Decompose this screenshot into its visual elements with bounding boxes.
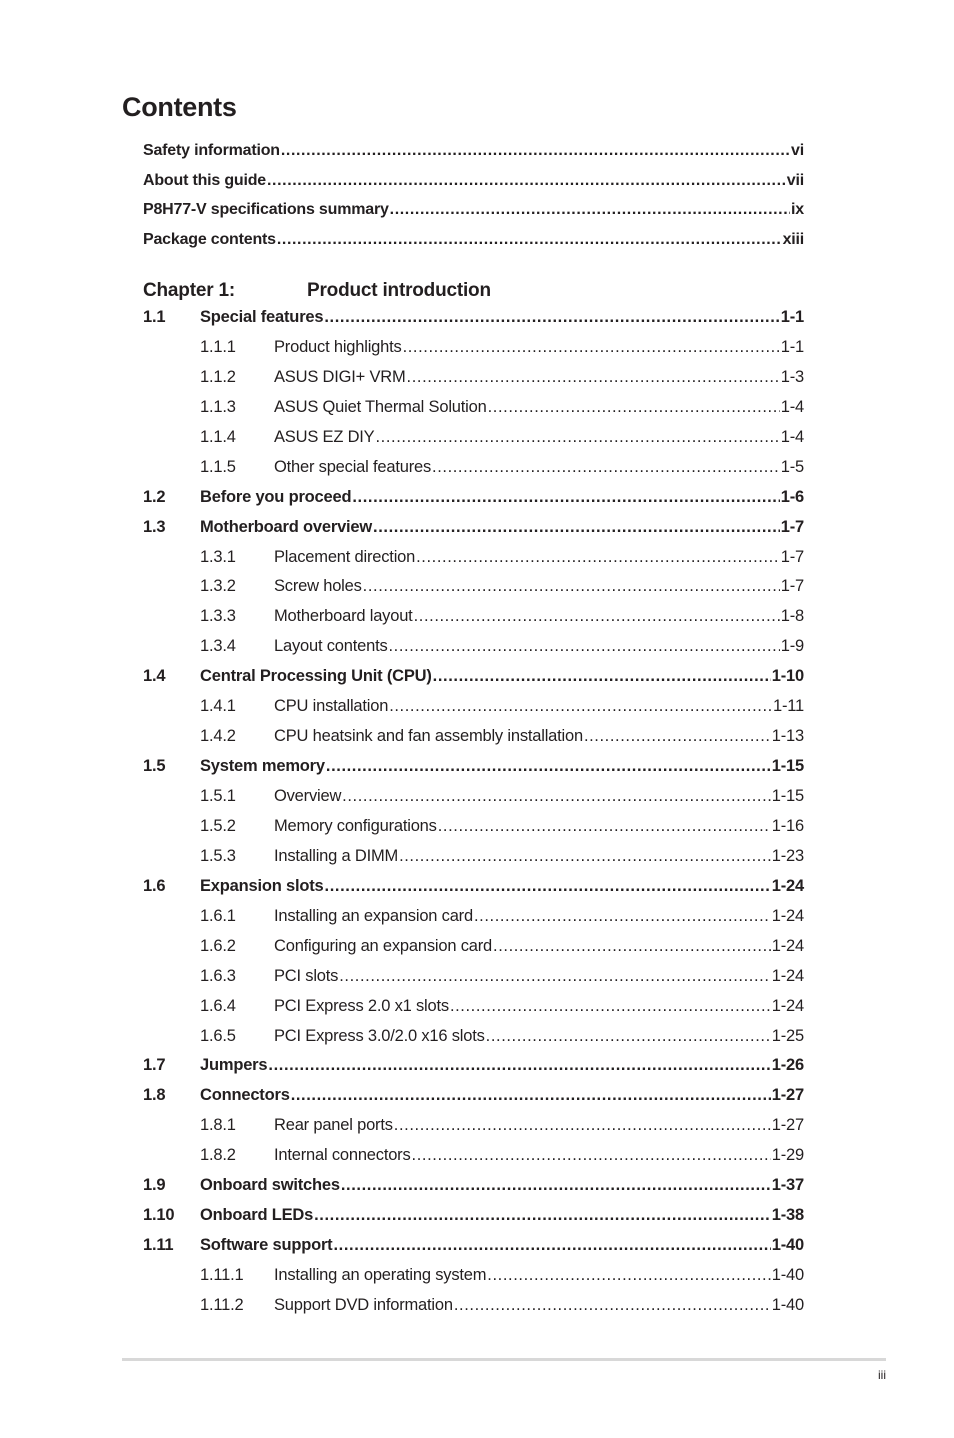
entry-title: PCI slots	[274, 966, 339, 985]
toc-subsection-item[interactable]	[143, 368, 804, 398]
toc-section-item[interactable]	[143, 1206, 804, 1236]
toc-subsection-item[interactable]	[143, 907, 804, 937]
entry-title: CPU heatsink and fan assembly installation	[274, 727, 583, 746]
entry-title: ASUS Quiet Thermal Solution	[274, 397, 487, 416]
entry-page: 1-27	[771, 1086, 804, 1105]
front-matter-item[interactable]	[143, 231, 804, 261]
entry-number: 1.11	[143, 1236, 174, 1255]
toc-subsection-item[interactable]	[143, 1266, 804, 1296]
dot-leader	[325, 877, 771, 896]
entry-page: xiii	[782, 231, 804, 249]
dot-leader	[486, 1027, 771, 1046]
entry-title: Other special features	[274, 457, 432, 476]
entry-number: 1.8.1	[200, 1116, 236, 1135]
entry-number: 1.6.1	[200, 906, 236, 925]
dot-leader	[433, 667, 771, 686]
toc-subsection-item[interactable]	[143, 727, 804, 757]
entry-title: Screw holes	[274, 577, 362, 596]
toc-subsection-item[interactable]	[143, 997, 804, 1027]
dot-leader	[291, 1086, 771, 1105]
entry-title: Internal connectors	[274, 1146, 411, 1165]
entry-title: Rear panel ports	[274, 1116, 393, 1135]
dot-leader	[474, 907, 771, 926]
entry-title: PCI Express 3.0/2.0 x16 slots	[274, 1026, 485, 1045]
entry-page: 1-15	[771, 787, 804, 805]
toc-section-item[interactable]	[143, 1056, 804, 1086]
dot-leader	[342, 787, 771, 806]
entry-page: 1-4	[780, 427, 804, 446]
entry-number: 1.1.4	[200, 427, 236, 446]
entry-number: 1.1	[143, 308, 166, 326]
toc-section-item[interactable]	[143, 1176, 804, 1206]
entry-page: 1-40	[771, 1236, 804, 1255]
page-title: Contents	[122, 92, 237, 122]
entry-number: 1.6.2	[200, 936, 236, 955]
entry-number: 1.6.4	[200, 996, 236, 1015]
dot-leader	[314, 1206, 771, 1225]
entry-number: 1.9	[143, 1176, 166, 1195]
entry-page: 1-1	[780, 308, 804, 326]
entry-page: 1-7	[780, 547, 804, 566]
entry-title: Configuring an expansion card	[274, 936, 493, 955]
entry-number: 1.5	[143, 757, 166, 776]
entry-number: 1.2	[143, 487, 166, 506]
dot-leader	[412, 1146, 771, 1165]
entry-title: PCI Express 2.0 x1 slots	[274, 996, 449, 1015]
dot-leader	[414, 607, 780, 626]
toc-subsection-item[interactable]	[143, 1146, 804, 1176]
entry-page: vii	[786, 171, 804, 189]
entry-page: 1-38	[771, 1206, 804, 1225]
entry-title: Placement direction	[274, 547, 416, 566]
toc-subsection-item[interactable]	[143, 1116, 804, 1146]
entry-page: 1-40	[771, 1295, 804, 1314]
entry-number: 1.3	[143, 517, 166, 536]
entry-title: Motherboard overview	[200, 517, 373, 536]
dot-leader	[403, 338, 780, 357]
entry-page: 1-16	[771, 816, 804, 835]
entry-number: 1.1.5	[200, 457, 236, 476]
entry-title: Layout contents	[274, 637, 388, 656]
toc-subsection-item[interactable]	[143, 817, 804, 847]
entry-title: Motherboard layout	[274, 607, 413, 626]
entry-page: 1-7	[780, 517, 804, 536]
entry-page: 1-10	[771, 667, 804, 686]
entry-number: 1.5.2	[200, 816, 236, 835]
entry-title: Memory configurations	[274, 816, 437, 835]
toc-subsection-item[interactable]	[143, 1296, 804, 1326]
footer-divider	[122, 1358, 886, 1361]
entry-page: 1-8	[780, 607, 804, 626]
entry-page: 1-24	[771, 906, 804, 925]
toc-subsection-item[interactable]	[143, 548, 804, 578]
entry-number: 1.1.1	[200, 337, 236, 356]
chapter-heading	[143, 280, 804, 302]
dot-leader	[324, 308, 779, 327]
dot-leader	[432, 458, 780, 477]
entry-title: Onboard LEDs	[200, 1206, 314, 1225]
front-matter-item[interactable]	[143, 142, 804, 172]
entry-title: System memory	[200, 757, 325, 776]
dot-leader	[394, 1116, 771, 1135]
entry-page: 1-24	[771, 966, 804, 985]
entry-title: P8H77-V specifications summary	[143, 201, 389, 219]
entry-page: 1-4	[780, 397, 804, 416]
entry-page: 1-5	[780, 457, 804, 476]
entry-page: 1-25	[771, 1026, 804, 1045]
entry-title: Installing an operating system	[274, 1266, 487, 1284]
entry-number: 1.4	[143, 667, 166, 686]
dot-leader	[407, 368, 780, 387]
entry-number: 1.5.3	[200, 846, 236, 865]
entry-page: 1-3	[780, 367, 804, 386]
toc-section-item[interactable]	[143, 308, 804, 338]
dot-leader	[341, 1176, 771, 1195]
toc-subsection-item[interactable]	[143, 338, 804, 368]
entry-title: Central Processing Unit (CPU)	[200, 667, 432, 686]
dot-leader	[416, 548, 780, 567]
entry-number: 1.1.2	[200, 367, 236, 386]
entry-number: 1.8.2	[200, 1146, 236, 1165]
entry-number: 1.8	[143, 1086, 166, 1105]
entry-number: 1.3.1	[200, 547, 236, 566]
entry-title: Safety information	[143, 142, 280, 159]
entry-number: 1.4.1	[200, 697, 236, 716]
front-matter-item[interactable]	[143, 201, 804, 231]
dot-leader	[389, 637, 780, 656]
entry-number: 1.6.5	[200, 1026, 236, 1045]
dot-leader	[333, 1236, 770, 1255]
entry-page: vi	[791, 142, 804, 159]
entry-page: 1-24	[771, 936, 804, 955]
entry-number: 1.3.4	[200, 637, 236, 656]
entry-page: 1-11	[773, 697, 804, 716]
entry-title: Installing an expansion card	[274, 906, 473, 925]
entry-title: CPU installation	[274, 697, 389, 716]
dot-leader	[399, 847, 771, 866]
dot-leader	[488, 398, 780, 417]
entry-page: 1-13	[771, 727, 804, 746]
entry-page: 1-15	[771, 757, 804, 776]
entry-title: Support DVD information	[274, 1295, 453, 1314]
entry-title: ASUS DIGI+ VRM	[274, 367, 406, 386]
entry-title: Connectors	[200, 1086, 290, 1105]
dot-leader	[390, 201, 790, 219]
entry-number: 1.6	[143, 876, 166, 895]
entry-page: 1-24	[771, 996, 804, 1015]
entry-page: 1-27	[771, 1116, 804, 1135]
entry-number: 1.3.2	[200, 577, 236, 596]
dot-leader	[339, 967, 771, 986]
dot-leader	[267, 172, 786, 190]
dot-leader	[454, 1296, 771, 1315]
entry-number: 1.10	[143, 1206, 175, 1225]
dot-leader	[493, 937, 771, 956]
toc-subsection-item[interactable]	[143, 937, 804, 967]
dot-leader	[584, 727, 771, 746]
toc-section-item[interactable]	[143, 1236, 804, 1266]
toc-subsection-item[interactable]	[143, 697, 804, 727]
entry-number: 1.3.3	[200, 607, 236, 626]
dot-leader	[352, 488, 779, 507]
toc-section-item[interactable]	[143, 1086, 804, 1116]
entry-number: 1.1.3	[200, 397, 236, 416]
toc-section-item[interactable]	[143, 877, 804, 907]
dot-leader	[450, 997, 771, 1016]
chapter-title: Product introduction	[307, 280, 491, 301]
entry-title: Installing a DIMM	[274, 846, 399, 865]
toc-subsection-item[interactable]	[143, 607, 804, 637]
entry-number: 1.11.2	[200, 1295, 244, 1314]
toc-subsection-item[interactable]	[143, 637, 804, 667]
chapter-label: Chapter 1:	[143, 280, 235, 301]
entry-number: 1.5.1	[200, 787, 236, 805]
toc-subsection-item[interactable]	[143, 577, 804, 607]
toc-section-item[interactable]	[143, 518, 804, 548]
toc-subsection-item[interactable]	[143, 847, 804, 877]
dot-leader	[268, 1056, 770, 1075]
dot-leader	[438, 817, 771, 836]
toc-subsection-item[interactable]	[143, 398, 804, 428]
entry-title: Overview	[274, 787, 342, 805]
entry-title: Expansion slots	[200, 876, 324, 895]
entry-number: 1.7	[143, 1056, 166, 1075]
entry-title: Before you proceed	[200, 487, 352, 506]
toc-section-item[interactable]	[143, 488, 804, 518]
entry-title: Product highlights	[274, 337, 402, 356]
entry-title: Jumpers	[200, 1056, 268, 1075]
dot-leader	[389, 697, 772, 716]
dot-leader	[281, 142, 790, 160]
entry-number: 1.6.3	[200, 966, 236, 985]
toc-subsection-item[interactable]	[143, 787, 804, 817]
dot-leader	[487, 1266, 770, 1285]
entry-title: Software support	[200, 1236, 333, 1255]
entry-page: 1-1	[780, 337, 804, 356]
entry-page: 1-23	[771, 846, 804, 865]
entry-page: 1-37	[771, 1176, 804, 1195]
entry-page: 1-29	[771, 1146, 804, 1165]
dot-leader	[363, 577, 780, 596]
entry-page: 1-6	[780, 487, 804, 506]
entry-page: 1-24	[771, 876, 804, 895]
entry-title: ASUS EZ DIY	[274, 427, 375, 446]
dot-leader	[277, 231, 782, 249]
toc-list	[143, 308, 804, 1326]
page-number: iii	[878, 1368, 886, 1382]
toc-subsection-item[interactable]	[143, 428, 804, 458]
toc-subsection-item[interactable]	[143, 458, 804, 488]
entry-number: 1.11.1	[200, 1266, 244, 1284]
front-matter-item[interactable]	[143, 172, 804, 202]
entry-page: 1-26	[771, 1056, 804, 1075]
entry-page: 1-40	[771, 1266, 804, 1284]
toc-section-item[interactable]	[143, 667, 804, 697]
entry-number: 1.4.2	[200, 727, 236, 746]
dot-leader	[376, 428, 780, 447]
entry-page: ix	[791, 201, 804, 219]
toc-subsection-item[interactable]	[143, 967, 804, 997]
entry-title: Special features	[200, 308, 324, 326]
entry-title: Onboard switches	[200, 1176, 340, 1195]
front-matter-list	[143, 142, 804, 261]
toc-subsection-item[interactable]	[143, 1027, 804, 1057]
dot-leader	[373, 518, 780, 537]
toc-section-item[interactable]	[143, 757, 804, 787]
entry-page: 1-7	[780, 577, 804, 596]
entry-page: 1-9	[780, 637, 804, 656]
entry-title: About this guide	[143, 171, 267, 189]
entry-title: Package contents	[143, 231, 276, 249]
dot-leader	[326, 757, 771, 776]
